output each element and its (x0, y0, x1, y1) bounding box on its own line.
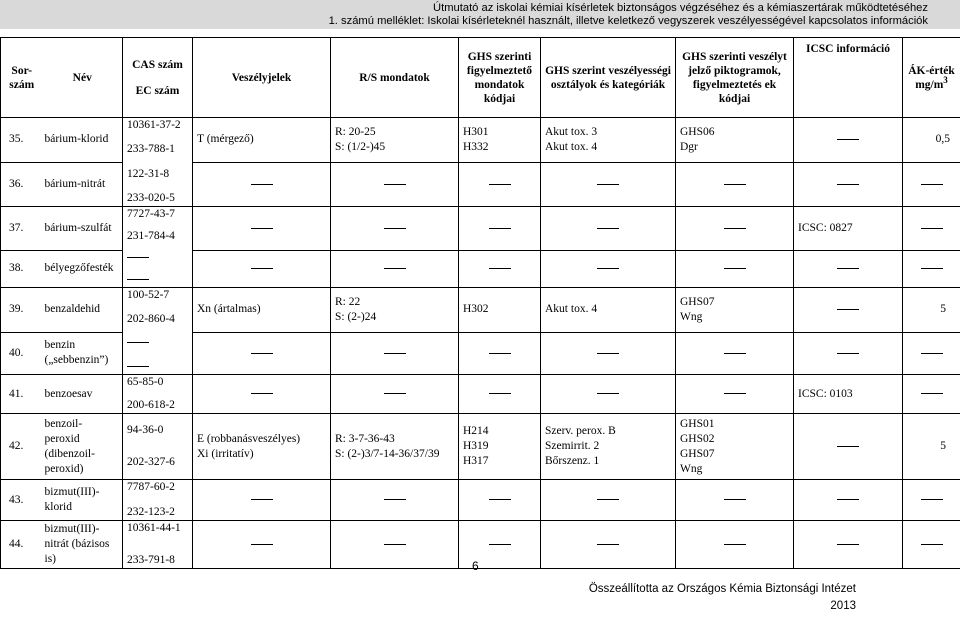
dash-icon (921, 353, 943, 354)
ghs-statements (459, 162, 541, 207)
dash-icon (724, 544, 746, 545)
page-number: 6 (472, 559, 479, 573)
ec-number: 200-618-2 (127, 399, 175, 411)
table-row (1, 288, 960, 333)
table-row (1, 414, 960, 480)
hazard-symbols (193, 332, 331, 375)
substance-name: bélyegzőfesték (43, 250, 123, 287)
rs-phrases: R: 20-25 S: (1/2-)45 (331, 118, 459, 163)
hazard-symbols: Xn (ártalmas) (193, 288, 331, 333)
cas-number: 10361-44-1 (127, 522, 181, 534)
hazard-symbols: E (robbanásveszélyes) Xi (irritatív) (193, 414, 331, 480)
cas-number: 7727-43-7 (127, 208, 175, 220)
rs-phrases (331, 332, 459, 375)
dash-icon (837, 353, 859, 354)
dash-icon (597, 353, 619, 354)
cas-number: 10361-37-2 (127, 119, 181, 131)
ghs-statements (459, 207, 541, 251)
row-number: 40. (1, 332, 43, 375)
row-number: 43. (1, 480, 43, 521)
table-row (1, 207, 960, 251)
ak-value (903, 480, 960, 521)
substance-name: bizmut(III)- nitrát (bázisos is) (43, 521, 123, 569)
rs-phrases (331, 521, 459, 569)
hazard-symbols (193, 162, 331, 207)
rs-phrases: R: 3-7-36-43 S: (2-)3/7-14-36/37/39 (331, 414, 459, 480)
dash-icon (127, 342, 149, 343)
footer-credit: Összeállította az Országos Kémia Biztonsági Intézet (588, 583, 856, 595)
substance-name: benzaldehid (43, 288, 123, 333)
ghs-classes (541, 207, 676, 251)
dash-icon (724, 268, 746, 269)
dash-icon (384, 268, 406, 269)
dash-icon (251, 353, 273, 354)
col-header-rs: R/S mondatok (331, 38, 459, 118)
hazard-table-wrapper (0, 37, 960, 569)
dash-icon (127, 257, 149, 258)
dash-icon (837, 268, 859, 269)
dash-icon (837, 139, 859, 140)
icsc-info: ICSC: 0827 (794, 207, 903, 251)
ec-number: 232-123-2 (127, 506, 175, 518)
rs-phrases (331, 375, 459, 414)
icsc-info (794, 332, 903, 375)
icsc-info (794, 118, 903, 163)
ghs-statements (459, 480, 541, 521)
table-header-row (1, 38, 960, 118)
substance-name: benzoesav (43, 375, 123, 414)
cas-number: 65-85-0 (127, 376, 164, 388)
cas-ec-cell (123, 207, 193, 288)
dash-icon (384, 393, 406, 394)
cas-number: 7787-60-2 (127, 481, 175, 493)
dash-icon (384, 544, 406, 545)
substance-name: bizmut(III)- klorid (43, 480, 123, 521)
ghs-pictograms (676, 162, 794, 207)
ghs-statements (459, 375, 541, 414)
cas-ec-cell (123, 480, 193, 521)
dash-icon (251, 393, 273, 394)
hazard-symbols (193, 375, 331, 414)
table-row (1, 480, 960, 521)
ghs-classes (541, 162, 676, 207)
ghs-pictograms (676, 480, 794, 521)
row-number: 38. (1, 250, 43, 287)
dash-icon (921, 499, 943, 500)
dash-icon (251, 544, 273, 545)
table-row (1, 118, 960, 163)
dash-icon (921, 268, 943, 269)
dash-icon (384, 499, 406, 500)
substance-name: bárium-szulfát (43, 207, 123, 251)
ak-value (903, 162, 960, 207)
dash-icon (597, 499, 619, 500)
cas-ec-cell (123, 521, 193, 569)
hazard-table (0, 37, 960, 569)
footer-year: 2013 (830, 600, 856, 612)
icsc-info (794, 162, 903, 207)
table-row (1, 521, 960, 569)
header-subtitle: 1. számú melléklet: Iskolai kísérleteknél használt, illetve keletkező vegyszerek veszélyességével kapcsolatos információk (328, 15, 928, 27)
icsc-info (794, 250, 903, 287)
dash-icon (127, 279, 149, 280)
col-header-ghs-pictograms: GHS szerinti veszélyt jelző piktogramok, figyelmeztetés ek kódjai (676, 38, 794, 118)
ghs-pictograms (676, 521, 794, 569)
dash-icon (597, 268, 619, 269)
rs-phrases (331, 162, 459, 207)
cas-number: 100-52-7 (127, 289, 170, 301)
ghs-classes (541, 521, 676, 569)
dash-icon (921, 184, 943, 185)
ak-value: 5 (903, 414, 960, 480)
rs-phrases (331, 480, 459, 521)
ghs-statements: H214 H319 H317 (459, 414, 541, 480)
row-number: 41. (1, 375, 43, 414)
row-number: 37. (1, 207, 43, 251)
cas-ec-cell (123, 414, 193, 480)
ghs-pictograms (676, 207, 794, 251)
ghs-pictograms: GHS06 Dgr (676, 118, 794, 163)
dash-icon (489, 544, 511, 545)
dash-icon (597, 184, 619, 185)
substance-name: bárium-nitrát (43, 162, 123, 207)
ghs-statements (459, 521, 541, 569)
col-header-ghs-statements: GHS szerinti figyelmeztető mondatok kódjai (459, 38, 541, 118)
ghs-classes (541, 332, 676, 375)
dash-icon (724, 353, 746, 354)
ec-number: 233-791-8 (127, 554, 175, 566)
ec-number: 202-327-6 (127, 456, 175, 469)
dash-icon (127, 366, 149, 367)
ak-value: 0,5 (903, 118, 960, 163)
ghs-classes: Akut tox. 4 (541, 288, 676, 333)
dash-icon (384, 228, 406, 229)
ghs-pictograms (676, 332, 794, 375)
cas-ec-cell (123, 118, 193, 207)
icsc-info (794, 414, 903, 480)
ghs-statements: H302 (459, 288, 541, 333)
rs-phrases (331, 250, 459, 287)
ghs-statements: H301 H332 (459, 118, 541, 163)
cas-ec-cell (123, 375, 193, 414)
dash-icon (251, 228, 273, 229)
dash-icon (837, 544, 859, 545)
dash-icon (384, 353, 406, 354)
col-header-name: Név (43, 38, 123, 118)
document-header (0, 0, 960, 29)
dash-icon (921, 393, 943, 394)
dash-icon (724, 499, 746, 500)
hazard-symbols (193, 250, 331, 287)
ghs-classes: Akut tox. 3 Akut tox. 4 (541, 118, 676, 163)
col-header-cas-ec: CAS szám EC szám (123, 38, 193, 118)
ak-value (903, 521, 960, 569)
ec-number: 233-020-5 (127, 191, 175, 204)
ghs-classes (541, 375, 676, 414)
dash-icon (597, 228, 619, 229)
ec-number: 202-860-4 (127, 312, 175, 325)
ak-value (903, 375, 960, 414)
hazard-symbols (193, 480, 331, 521)
dash-icon (251, 268, 273, 269)
dash-icon (489, 393, 511, 394)
dash-icon (921, 544, 943, 545)
header-title: Útmutató az iskolai kémiai kísérletek biztonságos végzéséhez és a kémiaszertárak működtetéséhez (433, 2, 928, 14)
substance-name: benzin („sebbenzin”) (43, 332, 123, 375)
col-header-hazard: Veszélyjelek (193, 38, 331, 118)
ghs-pictograms (676, 375, 794, 414)
rs-phrases: R: 22 S: (2-)24 (331, 288, 459, 333)
dash-icon (837, 309, 859, 310)
dash-icon (384, 184, 406, 185)
ec-number: 233-788-1 (127, 143, 175, 156)
icsc-info (794, 521, 903, 569)
icsc-info (794, 480, 903, 521)
ghs-classes: Szerv. perox. B Szemirrit. 2 Bőrszenz. 1 (541, 414, 676, 480)
substance-name: bárium-klorid (43, 118, 123, 163)
dash-icon (597, 393, 619, 394)
cas-number: 122-31-8 (127, 167, 170, 180)
col-header-nr: Sor-szám (1, 38, 43, 118)
cas-number: 94-36-0 (127, 423, 164, 436)
dash-icon (251, 184, 273, 185)
dash-icon (489, 353, 511, 354)
ghs-classes (541, 250, 676, 287)
dash-icon (597, 544, 619, 545)
ghs-statements (459, 332, 541, 375)
ghs-pictograms: GHS07 Wng (676, 288, 794, 333)
ak-value (903, 250, 960, 287)
ec-number: 231-784-4 (127, 229, 175, 242)
ak-value (903, 207, 960, 251)
dash-icon (724, 393, 746, 394)
dash-icon (724, 228, 746, 229)
icsc-info: ICSC: 0103 (794, 375, 903, 414)
row-number: 36. (1, 162, 43, 207)
ak-value: 5 (903, 288, 960, 333)
col-header-ak: ÁK-érték $mg/m^3$ (903, 38, 960, 118)
dash-icon (837, 446, 859, 447)
row-number: 39. (1, 288, 43, 333)
dash-icon (489, 184, 511, 185)
rs-phrases (331, 207, 459, 251)
dash-icon (724, 184, 746, 185)
ghs-pictograms (676, 250, 794, 287)
dash-icon (251, 499, 273, 500)
row-number: 42. (1, 414, 43, 480)
col-header-ghs-classes: GHS szerint veszélyességi osztályok és kategóriák (541, 38, 676, 118)
substance-name: benzoil- peroxid (dibenzoil- peroxid) (43, 414, 123, 480)
row-number: 35. (1, 118, 43, 163)
table-row (1, 375, 960, 414)
icsc-info (794, 288, 903, 333)
dash-icon (489, 268, 511, 269)
hazard-symbols (193, 207, 331, 251)
ghs-pictograms: GHS01 GHS02 GHS07 Wng (676, 414, 794, 480)
hazard-symbols (193, 521, 331, 569)
ghs-classes (541, 480, 676, 521)
dash-icon (837, 499, 859, 500)
dash-icon (489, 228, 511, 229)
ghs-statements (459, 250, 541, 287)
ak-value (903, 332, 960, 375)
dash-icon (489, 499, 511, 500)
dash-icon (921, 228, 943, 229)
dash-icon (837, 184, 859, 185)
cas-ec-cell (123, 288, 193, 375)
hazard-symbols: T (mérgező) (193, 118, 331, 163)
col-header-icsc: ICSC információ (794, 38, 903, 118)
row-number: 44. (1, 521, 43, 569)
